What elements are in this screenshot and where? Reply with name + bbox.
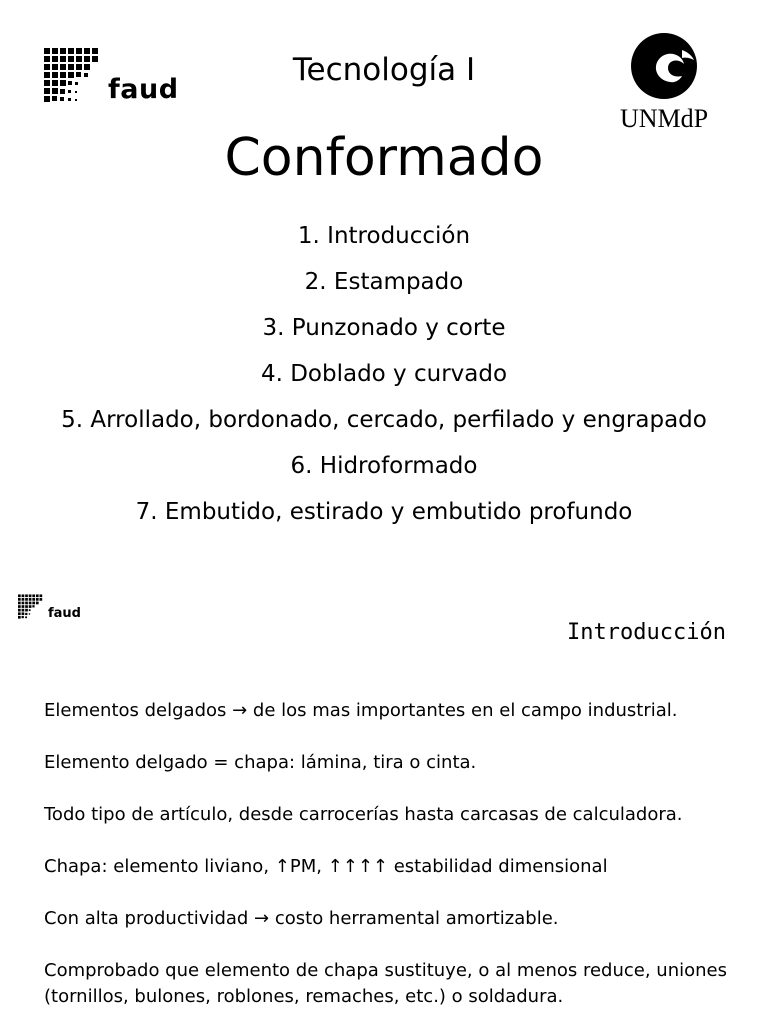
page-title: Conformado <box>224 128 544 188</box>
unmdp-logo-text: UNMdP <box>620 104 709 133</box>
unmdp-emblem-icon <box>612 30 732 106</box>
faud-logo-small <box>18 594 98 624</box>
toc-item: 1. Introducción <box>297 223 471 249</box>
unmdp-logo <box>612 30 732 140</box>
course-name: Tecnología I <box>292 52 476 88</box>
intro-paragraph: Chapa: elemento liviano, ↑PM, ↑↑↑↑ estabilidad dimensional <box>44 856 608 877</box>
section-title: Introducción <box>567 620 726 645</box>
toc-item: 7. Embutido, estirado y embutido profundo <box>135 499 633 525</box>
intro-paragraph: Con alta productividad → costo herramental amortizable. <box>44 908 559 929</box>
faud-dots-icon <box>18 594 44 620</box>
faud-logo-text: faud <box>108 74 179 105</box>
intro-paragraph: Todo tipo de artículo, desde carrocerías hasta carcasas de calculadora. <box>44 804 683 825</box>
intro-paragraph: Elementos delgados → de los mas importantes en el campo industrial. <box>44 700 678 721</box>
toc-item: 5. Arrollado, bordonado, cercado, perfilado y engrapado <box>61 407 707 433</box>
slide-introduction <box>0 580 768 1024</box>
intro-paragraph: Comprobado que elemento de chapa sustituye, o al menos reduce, uniones (tornillos, bulones, roblones, remaches, etc.) o soldadura. <box>44 960 727 1007</box>
table-of-contents <box>0 218 768 540</box>
toc-item: 2. Estampado <box>304 269 464 295</box>
toc-item: 3. Punzonado y corte <box>262 315 506 341</box>
toc-item: 4. Doblado y curvado <box>260 361 508 387</box>
intro-body <box>44 698 744 1036</box>
toc-item: 6. Hidroformado <box>290 453 478 479</box>
faud-logo-small-text: faud <box>48 606 81 621</box>
intro-paragraph: Elemento delgado = chapa: lámina, tira o cinta. <box>44 752 477 773</box>
